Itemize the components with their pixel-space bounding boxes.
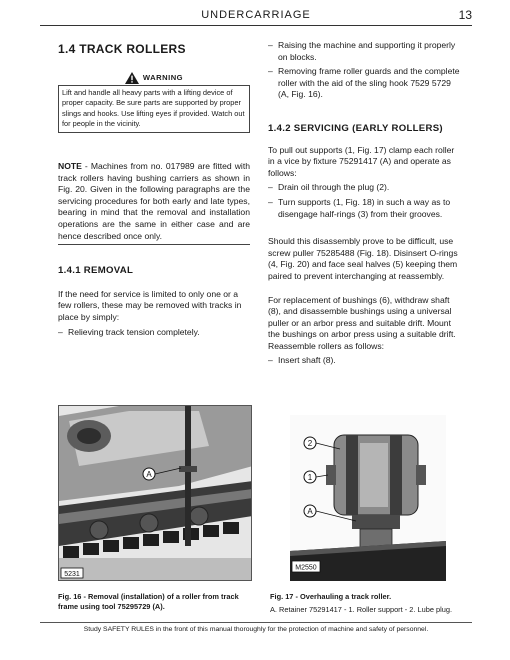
servicing-intro: To pull out supports (1, Fig. 17) clamp each roller in a vice by fixture 75291417 (A) and operate as follows: [268,144,455,178]
safety-footer: Study SAFETY RULES in the front of this manual thoroughly for the protection of machine and safety of personnel. [40,622,472,633]
fig17-code: M2550 [295,564,317,572]
left-column [58,40,250,338]
servicing-steps [268,182,460,220]
note-paragraph [58,161,250,245]
fig17-callout-a: A [307,507,313,516]
fig17-callout-2: 2 [307,439,313,448]
list-item: – Turn supports (1, Fig. 18) in such a way as to disengage half-rings (3) from their grooves. [268,197,460,220]
fig16-code: 5231 [64,571,80,578]
fig16-callout-a: A [146,470,152,479]
figure-16-caption: Fig. 16 - Removal (installation) of a roller from track frame using tool 75295729 (A). [58,592,239,611]
bushings-paragraph: For replacement of bushings (6), withdraw shaft (8), and disassemble bushings using a universal puller or an arbor press and suitable drift. Mount the bushings on arbor press using a suitable drift. Reassemble rollers as follows: [268,294,456,351]
difficult-paragraph: Should this disassembly prove to be difficult, use screw puller 75285488 (Fig. 18). Disinsert O-rings (4, Fig. 20) and face seal halves (5) keeping them paired to prevent interchanging at reassembly. [268,236,458,281]
list-item: – Removing frame roller guards and the complete roller with the aid of the sling hook 7529 5729 (A, Fig. 16). [268,66,460,101]
roller-vice-photo [290,415,446,581]
removal-title: 1.4.1 REMOVAL [58,265,134,277]
note-text: - Machines from no. 017989 are fitted with track rollers having bushing carriers as shown in Fig. 20. Given in the following paragraphs are the servicing procedures for both early and late types, bearing in mind that the removal and installation operations are the same in either case and are hence described once only. [58,160,250,241]
page-number: 13 [458,8,472,22]
warning-text: Lift and handle all heavy parts with a lifting device of proper capacity. Be sure parts are supported by proper slings and hooks. Use lifting eyes if provided. Watch out for people in the vicinity. [58,85,250,133]
warning-header [58,72,250,84]
steps-top [268,40,460,101]
fig17-callout-1: 1 [307,473,313,482]
warning-icon [125,72,139,84]
list-item: – Insert shaft (8). [268,355,460,367]
servicing-title: 1.4.2 SERVICING (EARLY ROLLERS) [268,122,443,134]
page-header [40,8,472,26]
figure-17-caption-title: Fig. 17 - Overhauling a track roller. [270,592,392,601]
note-label: NOTE [58,160,82,171]
figure-16-photo [58,405,252,581]
figure-17-caption [270,592,470,615]
final-steps [268,355,460,367]
chapter-title: UNDERCARRIAGE [201,9,311,21]
list-item: – Relieving track tension completely. [58,327,250,339]
list-item: – Raising the machine and supporting it properly on blocks. [268,40,460,63]
track-frame-photo [59,406,252,581]
section-title: 1.4 TRACK ROLLERS [58,42,186,56]
warning-label: WARNING [142,72,184,82]
figure-17-caption-text: A. Retainer 75291417 - 1. Roller support - 2. Lube plug. [270,605,453,614]
right-column [268,40,460,367]
figure-17-photo [290,415,446,581]
warning-block [58,72,250,133]
list-item: – Drain oil through the plug (2). [268,182,460,194]
removal-intro: If the need for service is limited to only one or a few rollers, these may be removed with tracks in place by simply: [58,288,242,322]
removal-steps [58,327,250,339]
